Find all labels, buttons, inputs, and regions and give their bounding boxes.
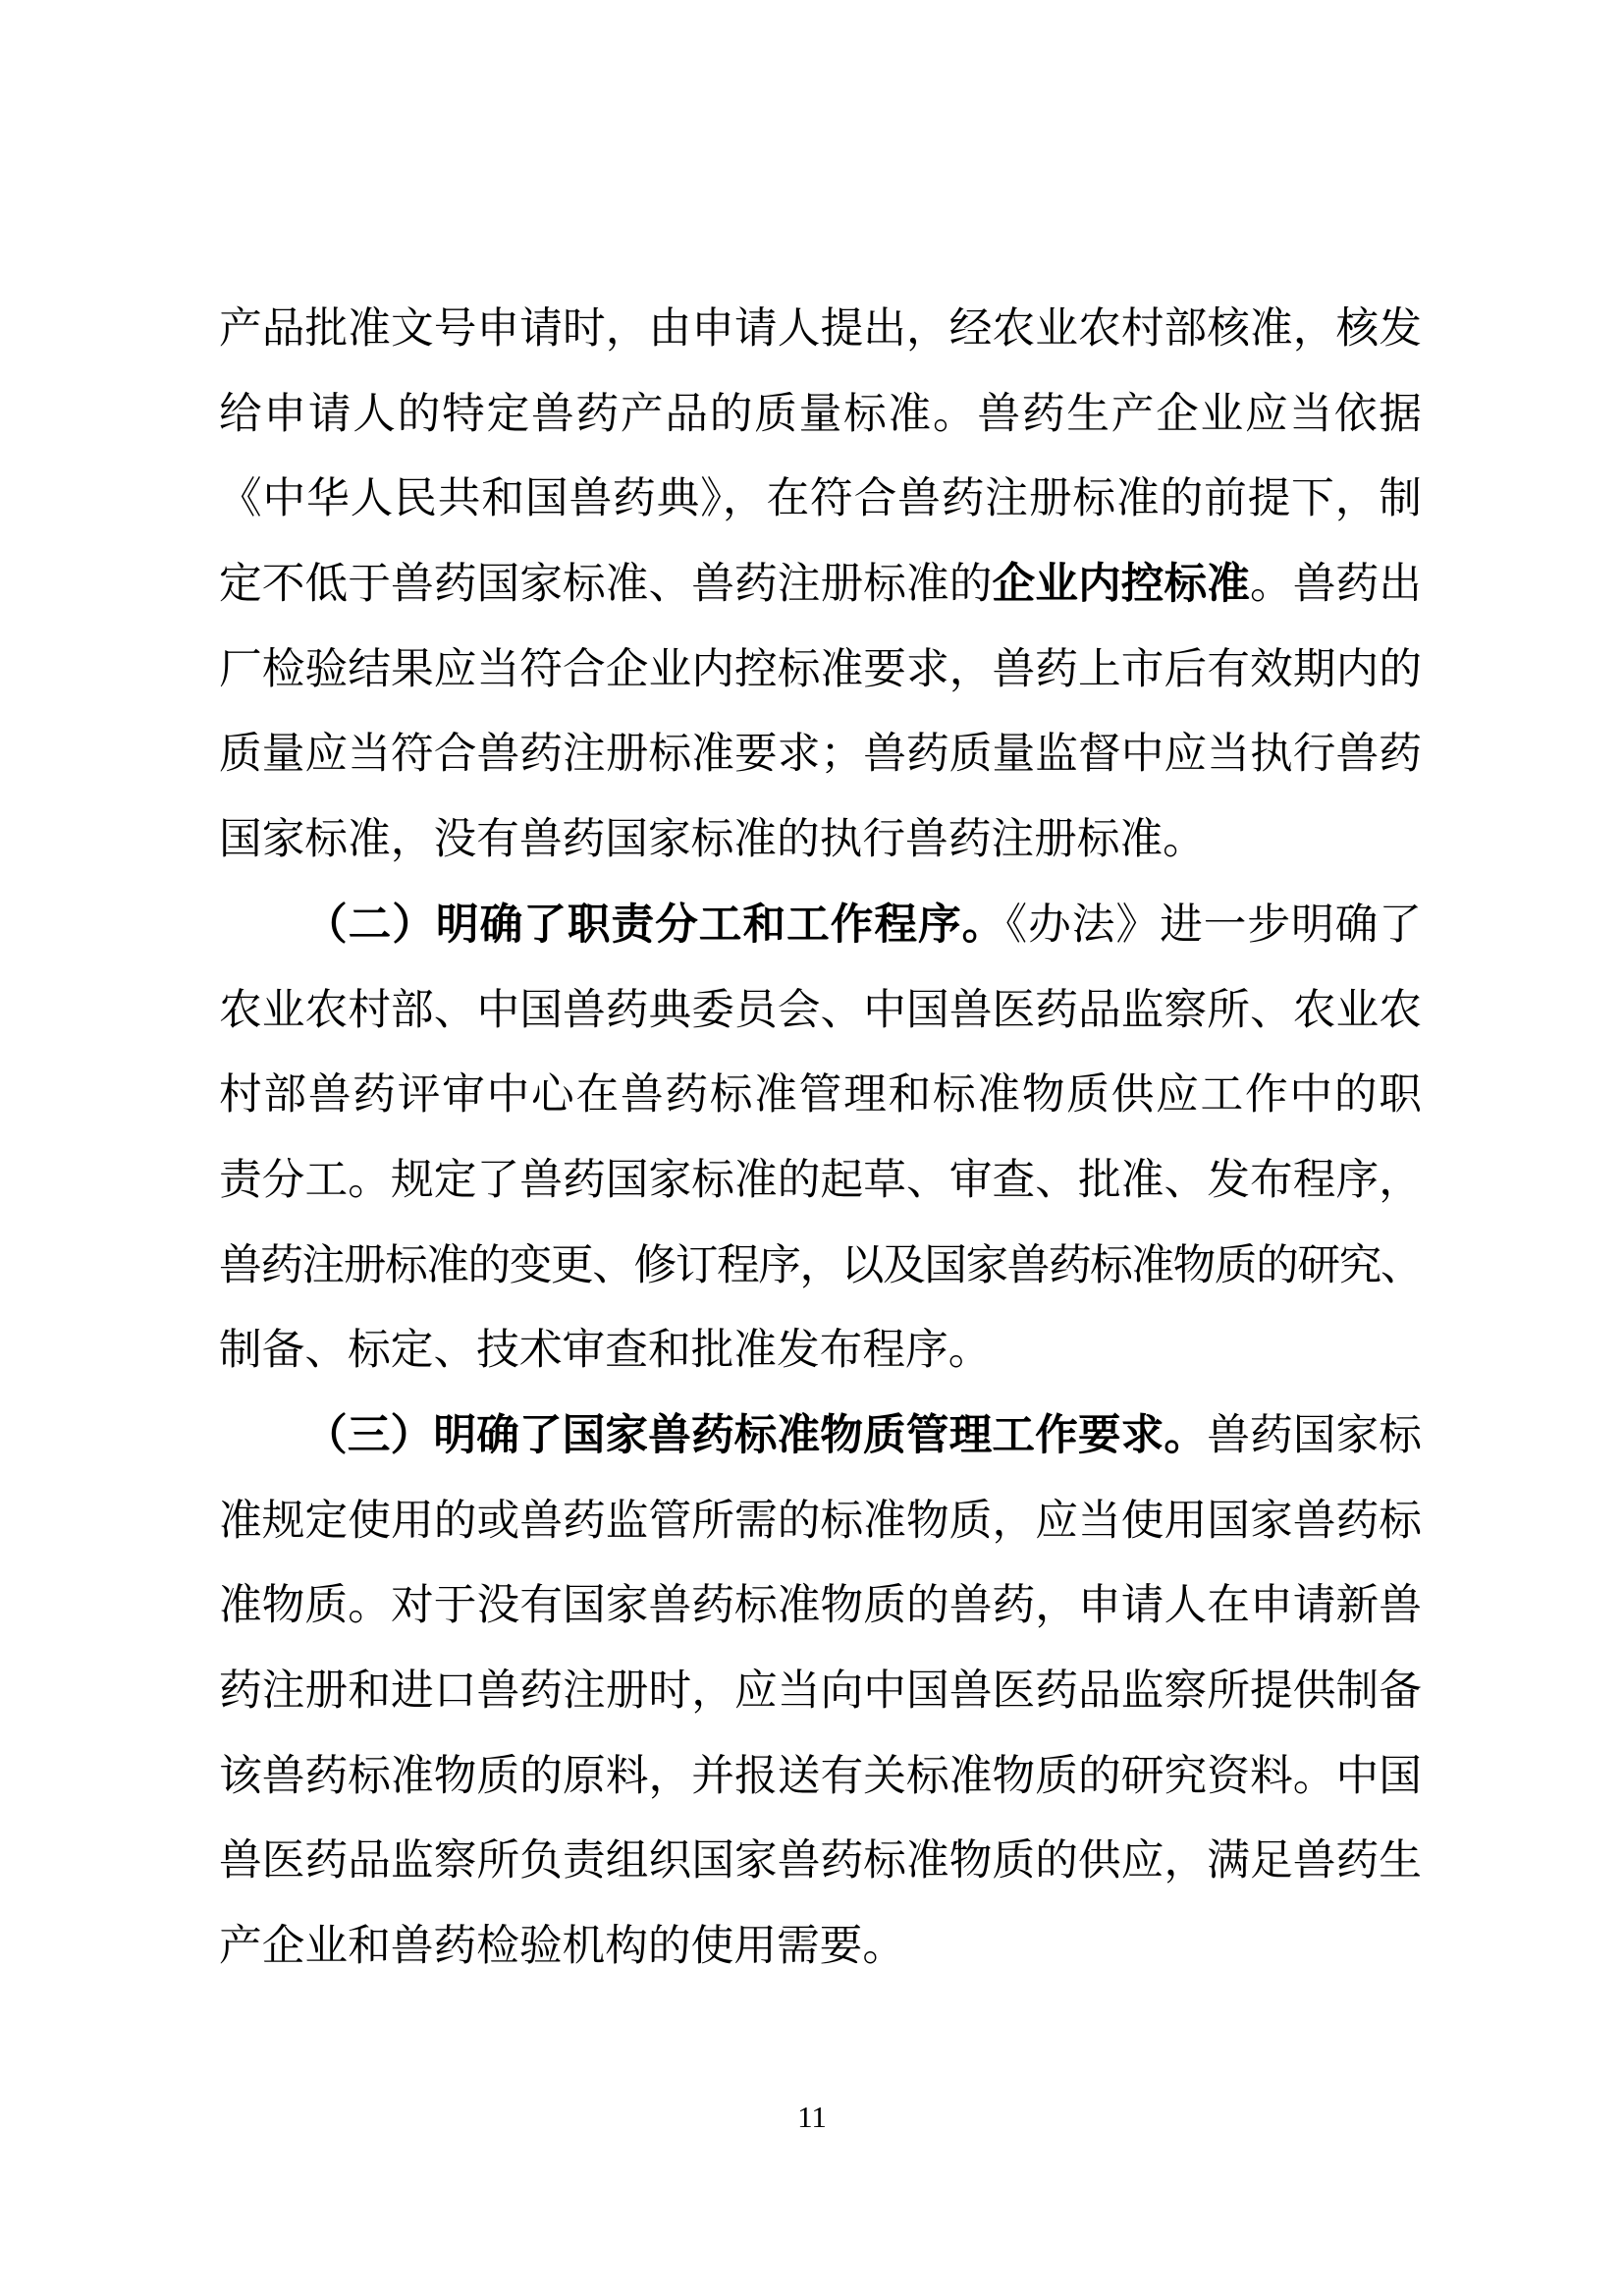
text-line: [219, 1819, 1422, 1904]
text-segment: 厂检验结果应当符合企业内控标准要求，兽药上市后有效期内的: [219, 645, 1422, 693]
text-line: [219, 628, 1422, 713]
text-line: [219, 1394, 1422, 1479]
text-segment: 。兽药出: [1250, 561, 1422, 609]
text-line: [219, 1904, 1422, 1990]
text-segment: 该兽药标准物质的原料，并报送有关标准物质的研究资料。中国: [219, 1752, 1422, 1800]
bold-text-segment: 企业内控标准: [992, 561, 1251, 609]
text-line: [219, 968, 1422, 1054]
text-segment: 药注册和进口兽药注册时，应当向中国兽医药品监察所提供制备: [219, 1667, 1422, 1715]
paragraph-section-3: [219, 1394, 1422, 1990]
text-line: [219, 1053, 1422, 1138]
text-line: [219, 1734, 1422, 1820]
text-line: [219, 372, 1422, 458]
text-segment: 国家标准，没有兽药国家标准的执行兽药注册标准。: [219, 816, 1206, 864]
text-line: [219, 287, 1422, 372]
text-segment: 兽药注册标准的变更、修订程序，以及国家兽药标准物质的研究、: [219, 1241, 1422, 1289]
text-line: [219, 542, 1422, 628]
text-line: [219, 1138, 1422, 1224]
text-line: [219, 1224, 1422, 1309]
text-line: [219, 1479, 1422, 1564]
text-segment: 产企业和兽药检验机构的使用需要。: [219, 1923, 906, 1971]
text-line: [219, 712, 1422, 797]
paragraph-continuation: [219, 287, 1422, 883]
text-segment: 责分工。规定了兽药国家标准的起草、审查、批准、发布程序，: [219, 1156, 1422, 1204]
text-segment: 村部兽药评审中心在兽药标准管理和标准物质供应工作中的职: [219, 1071, 1422, 1120]
text-line: [219, 1649, 1422, 1734]
text-segment: 兽医药品监察所负责组织国家兽药标准物质的供应，满足兽药生: [219, 1837, 1422, 1886]
text-line: [219, 883, 1422, 968]
text-segment: 《中华人民共和国兽药典》，在符合兽药注册标准的前提下，制: [219, 475, 1422, 523]
text-segment: 制备、标定、技术审查和批准发布程序。: [219, 1327, 992, 1375]
text-segment: 质量应当符合兽药注册标准要求；兽药质量监督中应当执行兽药: [219, 731, 1422, 779]
text-segment: 准物质。对于没有国家兽药标准物质的兽药，申请人在申请新兽: [219, 1582, 1422, 1630]
page-number: 11: [797, 2100, 827, 2134]
text-segment: 兽药国家标: [1207, 1411, 1422, 1459]
text-segment: 农业农村部、中国兽药典委员会、中国兽医药品监察所、农业农: [219, 986, 1422, 1034]
text-segment: 《办法》进一步明确了: [1005, 901, 1422, 949]
text-segment: 给申请人的特定兽药产品的质量标准。兽药生产企业应当依据: [219, 390, 1422, 438]
text-line: [219, 457, 1422, 542]
text-segment: 定不低于兽药国家标准、兽药注册标准的: [219, 561, 993, 609]
document-body: [219, 287, 1422, 1990]
text-line: [219, 1563, 1422, 1649]
text-segment: 准规定使用的或兽药监管所需的标准物质，应当使用国家兽药标: [219, 1497, 1422, 1545]
paragraph-section-2: [219, 883, 1422, 1394]
text-line: [219, 1308, 1422, 1394]
section-heading-segment: （二）明确了职责分工和工作程序。: [304, 901, 1006, 949]
section-heading-segment: （三）明确了国家兽药标准物质管理工作要求。: [304, 1411, 1208, 1459]
text-line: [219, 797, 1422, 883]
text-segment: 产品批准文号申请时，由申请人提出，经农业农村部核准，核发: [219, 305, 1422, 353]
